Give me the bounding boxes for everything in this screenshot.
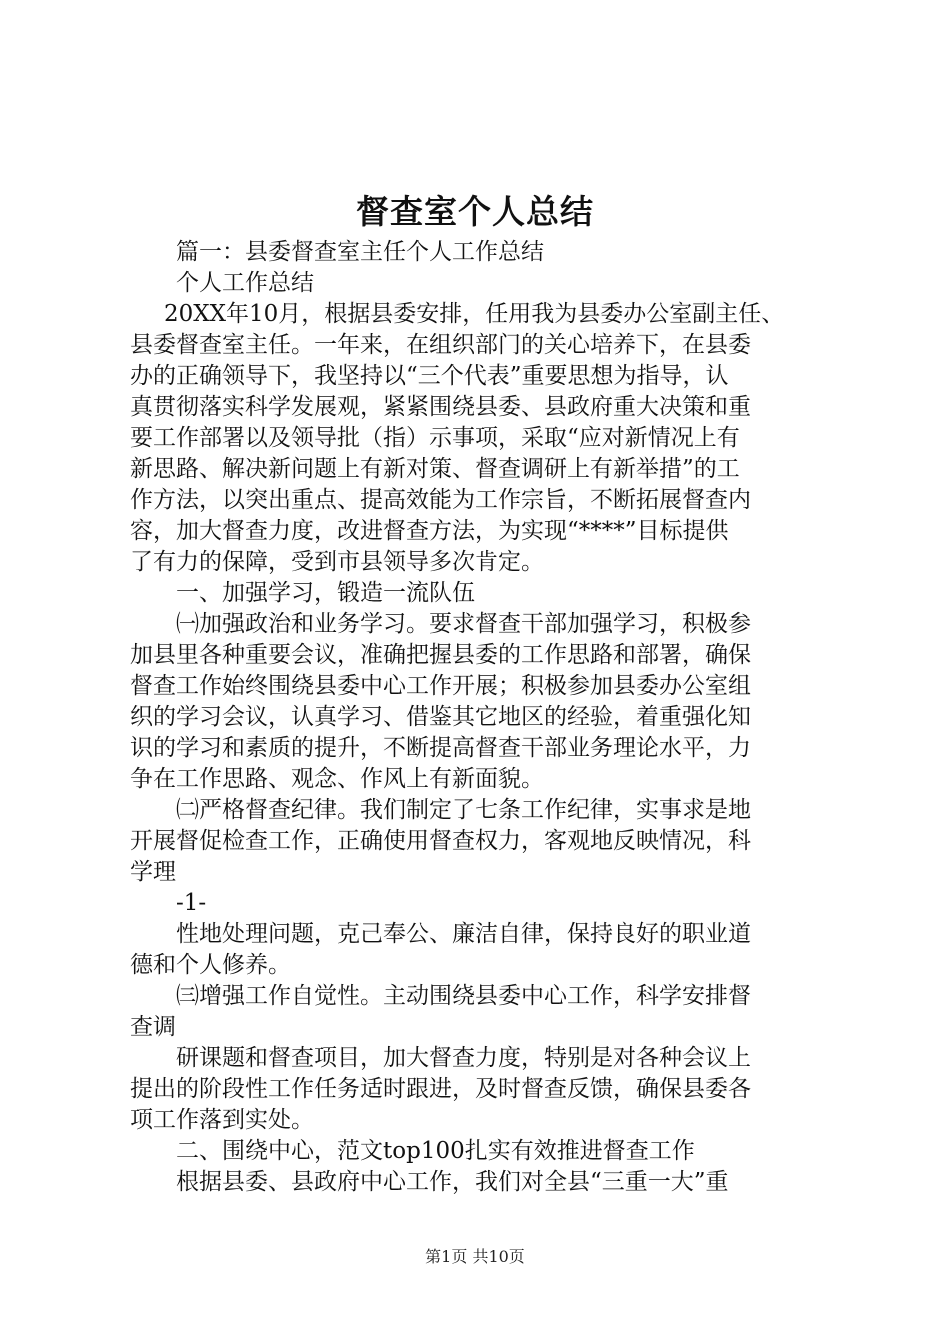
body-line: 篇一：县委督查室主任个人工作总结 <box>176 239 544 265</box>
body-line: 20XX年10月，根据县委安排，任用我为县委办公室副主任、 <box>164 301 785 327</box>
document-title: 督查室个人总结 <box>356 192 594 231</box>
body-line: 容，加大督查力度，改进督查方法，为实现“****”目标提供 <box>130 518 729 544</box>
body-line: 提出的阶段性工作任务适时跟进，及时督查反馈，确保县委各 <box>130 1076 751 1102</box>
body-line: 个人工作总结 <box>176 270 314 296</box>
body-line: 性地处理问题，克己奉公、廉洁自律，保持良好的职业道 <box>176 921 751 947</box>
body-line: 学理 <box>130 859 176 885</box>
body-line: 真贯彻落实科学发展观，紧紧围绕县委、县政府重大决策和重 <box>130 394 751 420</box>
body-line: 了有力的保障，受到市县领导多次肯定。 <box>130 549 544 575</box>
document-body <box>130 237 830 1198</box>
body-line: 县委督查室主任。一年来，在组织部门的关心培养下，在县委 <box>130 332 751 358</box>
body-line: 研课题和督查项目，加大督查力度，特别是对各种会议上 <box>176 1045 751 1071</box>
body-line: 识的学习和素质的提升，不断提高督查干部业务理论水平，力 <box>130 735 751 761</box>
body-line: 二、围绕中心，范文top100扎实有效推进督查工作 <box>176 1138 695 1164</box>
body-line: 要工作部署以及领导批（指）示事项，采取“应对新情况上有 <box>130 425 740 451</box>
page-footer: 第1页 共10页 <box>425 1247 525 1266</box>
body-line: 织的学习会议，认真学习、借鉴其它地区的经验，着重强化知 <box>130 704 751 730</box>
body-line: 争在工作思路、观念、作风上有新面貌。 <box>130 766 544 792</box>
body-line: 新思路、解决新问题上有新对策、督查调研上有新举措”的工 <box>130 456 740 482</box>
body-line: 一、加强学习，锻造一流队伍 <box>176 580 475 606</box>
body-line: -1- <box>176 890 207 916</box>
body-line: 查调 <box>130 1014 176 1040</box>
body-line: 办的正确领导下，我坚持以“三个代表”重要思想为指导，认 <box>130 363 729 389</box>
body-line: 开展督促检查工作，正确使用督查权力，客观地反映情况，科 <box>130 828 751 854</box>
body-line: 加县里各种重要会议，准确把握县委的工作思路和部署，确保 <box>130 642 751 668</box>
body-line: 作方法，以突出重点、提高效能为工作宗旨，不断拓展督查内 <box>130 487 751 513</box>
body-line: 德和个人修养。 <box>130 952 291 978</box>
body-line: ㈡严格督查纪律。我们制定了七条工作纪律，实事求是地 <box>176 797 751 823</box>
body-line: 项工作落到实处。 <box>130 1107 314 1133</box>
body-line: ㈢增强工作自觉性。主动围绕县委中心工作，科学安排督 <box>176 983 751 1009</box>
body-line: 督查工作始终围绕县委中心工作开展；积极参加县委办公室组 <box>130 673 751 699</box>
body-line: ㈠加强政治和业务学习。要求督查干部加强学习，积极参 <box>176 611 751 637</box>
body-line: 根据县委、县政府中心工作，我们对全县“三重一大”重 <box>176 1169 729 1195</box>
